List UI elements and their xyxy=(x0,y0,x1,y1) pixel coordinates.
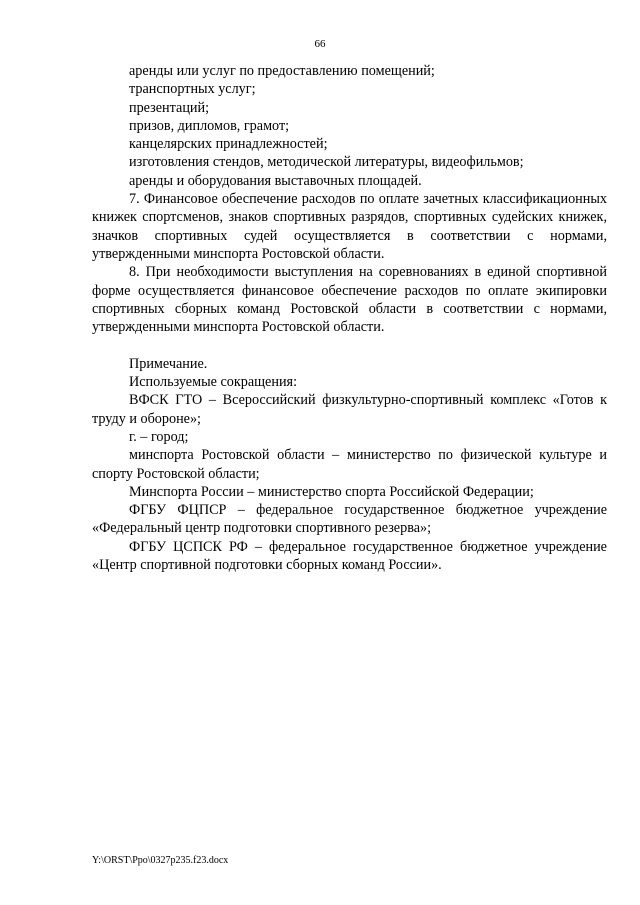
abbreviation-entry: г. – город; xyxy=(129,428,189,445)
abbreviations-heading: Используемые сокращения: xyxy=(129,374,298,391)
abbreviation-entry: ВФСК ГТО – Всероссийский физкультурно-спортивный комплекс «Готов к труду и обороне»; xyxy=(92,392,607,427)
footer-file-path: Y:\ORST\Ppo\0327p235.f23.docx xyxy=(92,855,229,866)
abbreviation-entry: ФГБУ ЦСПСК РФ – федеральное государственное бюджетное учреждение «Центр спортивной подготовки сборных команд России». xyxy=(92,538,607,574)
list-item: канцелярских принадлежностей; xyxy=(129,136,328,153)
list-item: аренды и оборудования выставочных площадей. xyxy=(129,172,422,189)
page-number: 66 xyxy=(314,38,326,50)
list-item: аренды или услуг по предоставлению помещений; xyxy=(129,63,435,79)
spacer xyxy=(92,336,607,354)
list-item: изготовления стендов, методической литературы, видеофильмов; xyxy=(129,154,524,171)
list-item: транспортных услуг; xyxy=(129,81,256,98)
abbreviation-entry: минспорта Ростовской области – министерство по физической культуре и спорту Ростовской области; xyxy=(92,447,607,482)
abbreviation-entry: ФГБУ ФЦПСР – федеральное государственное бюджетное учреждение «Федеральный центр подготовки спортивного резерва»; xyxy=(92,502,607,537)
list-item: призов, дипломов, грамот; xyxy=(129,117,290,134)
abbreviation-entry: Минспорта России – министерство спорта Российской Федерации; xyxy=(129,483,534,500)
document-body xyxy=(92,62,607,574)
list-item: презентаций; xyxy=(129,99,210,116)
paragraph-7: 7. Финансовое обеспечение расходов по оплате зачетных классификационных книжек спортсменов, знаков спортивных разрядов, спортивных судейских книжек, значков спортивных судей осуществляется в соответствии с нормами, утвержденными минспорта Ростовской области. xyxy=(92,191,607,262)
note-heading: Примечание. xyxy=(129,355,208,372)
paragraph-8: 8. При необходимости выступления на соревнованиях в единой спортивной форме осуществляется финансовое обеспечение расходов по оплате экипировки спортивных сборных команд Ростовской области в соответствии с нормами, утвержденными минспорта Ростовской области. xyxy=(92,264,607,336)
